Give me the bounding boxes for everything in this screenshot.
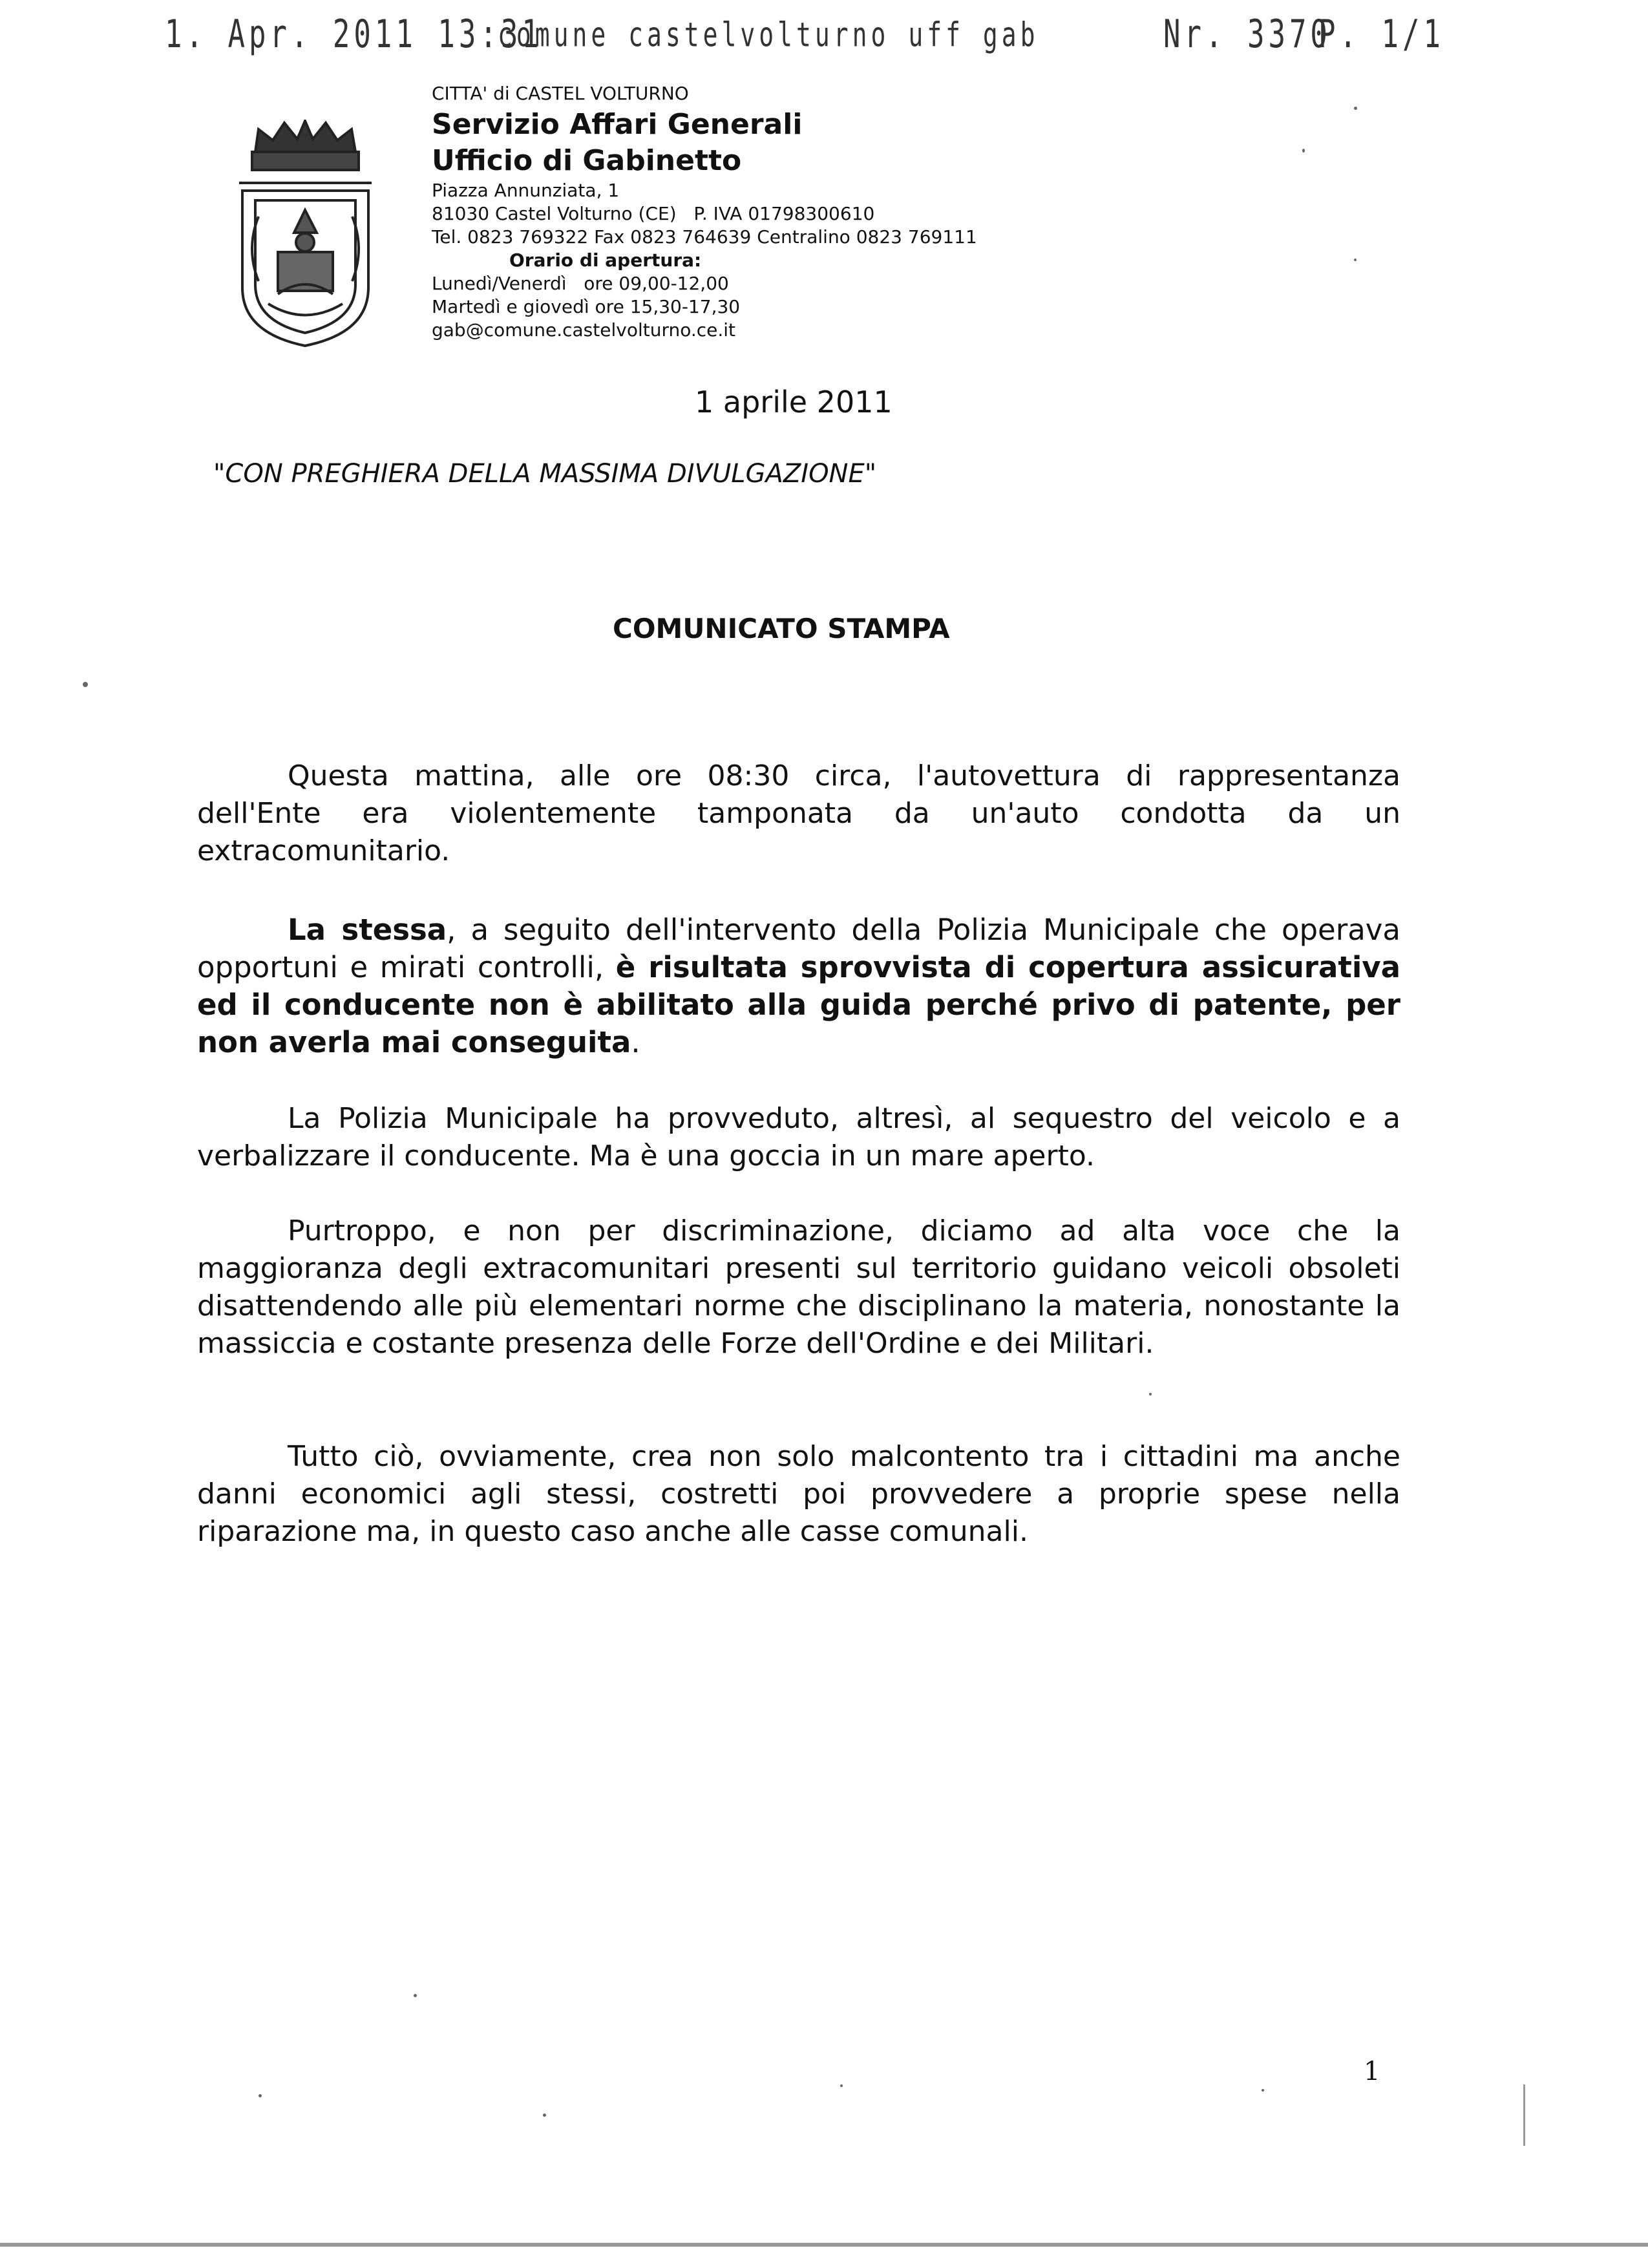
- fax-number: Nr. 3370: [1163, 12, 1331, 57]
- scan-speck: [83, 682, 88, 687]
- distribution-note: "CON PREGHIERA DELLA MASSIMA DIVULGAZIONE": [213, 459, 877, 489]
- scan-speck: [1354, 107, 1357, 110]
- coat-of-arms-icon: [233, 120, 378, 349]
- scan-speck: [543, 2114, 546, 2117]
- document-date: 1 aprile 2011: [695, 385, 893, 419]
- fax-datetime: 1. Apr. 2011 13:31: [165, 12, 543, 57]
- office-address: Piazza Annunziata, 1: [432, 180, 620, 201]
- postal-and-vat: 81030 Castel Volturno (CE) P. IVA 01798300610: [432, 203, 875, 224]
- paragraph-4: Purtroppo, e non per discriminazione, diciamo ad alta voce che la maggioranza degli extracomunitari presenti sul territorio guidano veicoli obsoleti disattendendo alle più elementari norme che disciplinano la materia, nonostante la massiccia e costante presenza delle Forze dell'Ordine e dei Militari.: [197, 1214, 1400, 1360]
- paragraph-2-normal: , a seguito dell'intervento della Polizia Municipale che operava opportuni e mirati controlli,: [197, 913, 1401, 984]
- scan-speck: [1149, 1393, 1152, 1395]
- page-number: 1: [1364, 2057, 1380, 2086]
- paragraph-2-end: .: [631, 1025, 640, 1059]
- paragraph-5: Tutto ciò, ovviamente, crea non solo malcontento tra i cittadini ma anche danni economici agli stessi, costretti poi provvedere a proprie spese nella riparazione ma, in questo caso anche alle casse comunali.: [197, 1440, 1400, 1548]
- scan-speck: [840, 2084, 843, 2087]
- document-title: COMUNICATO STAMPA: [613, 613, 950, 644]
- opening-hours-weekdays: Lunedì/Venerdì ore 09,00-12,00: [432, 273, 729, 294]
- paragraph-2-bold-end: è risultata sprovvista di copertura assicurativa ed il conducente non è abilitato alla guida perché privo di patente, per non averla mai conseguita: [197, 950, 1400, 1059]
- phone-numbers: Tel. 0823 769322 Fax 0823 764639 Centralino 0823 769111: [432, 226, 977, 248]
- scan-bottom-border: [0, 2243, 1648, 2247]
- paragraph-3: La Polizia Municipale ha provveduto, altresì, al sequestro del veicolo e a verbalizzare il conducente. Ma è una goccia in un mare aperto.: [197, 1102, 1400, 1172]
- opening-hours-title: Orario di apertura:: [509, 249, 702, 271]
- opening-hours-afternoon: Martedì e giovedì ore 15,30-17,30: [432, 296, 741, 317]
- scan-speck: [1302, 149, 1305, 153]
- scan-speck: [1354, 259, 1357, 261]
- city-name: CITTA' di CASTEL VOLTURNO: [432, 83, 689, 104]
- service-name: Servizio Affari Generali: [432, 108, 803, 141]
- office-name: Ufficio di Gabinetto: [432, 144, 742, 177]
- scan-speck: [259, 2094, 262, 2097]
- scan-speck: [414, 1994, 417, 1997]
- fax-page-count: P. 1/1: [1318, 12, 1444, 57]
- office-email: gab@comune.castelvolturno.ce.it: [432, 319, 736, 341]
- fax-transmission-header: [0, 0, 1648, 61]
- paragraph-1: Questa mattina, alle ore 08:30 circa, l'autovettura di rappresentanza dell'Ente era violentemente tamponata da un'auto condotta da un extracomunitario.: [197, 759, 1400, 867]
- paragraph-2-bold-start: La stessa: [288, 913, 447, 947]
- letterhead: [432, 81, 1466, 342]
- scan-speck: [1262, 2089, 1264, 2092]
- scan-edge-line: [1523, 2084, 1525, 2146]
- fax-sender: comune castelvolturno uff gab: [498, 16, 1039, 54]
- paragraph-2: [197, 911, 1400, 1061]
